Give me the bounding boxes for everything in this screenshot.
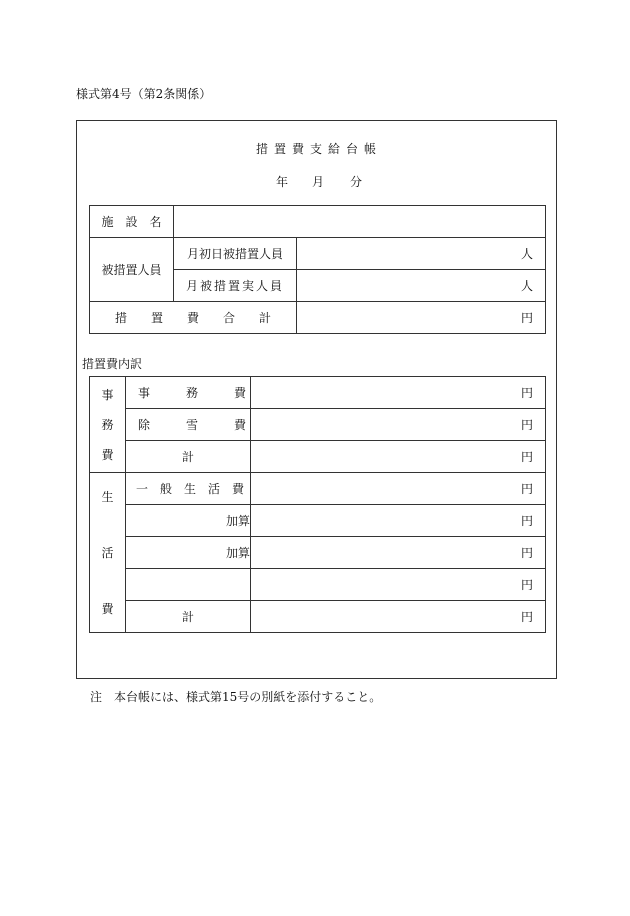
total-cost-label: 措 置 費 合 計 xyxy=(90,302,297,334)
general-living-label: 一 般 生 活 費 xyxy=(126,473,251,505)
unit-yen: 円 xyxy=(520,546,533,560)
unit-yen: 円 xyxy=(520,578,533,592)
blank-item-field[interactable] xyxy=(251,569,546,601)
living-cost-char: 活 xyxy=(101,545,114,560)
total-cost-field[interactable] xyxy=(297,302,546,334)
office-expense-field[interactable] xyxy=(251,377,546,409)
addition-label: 加算 xyxy=(126,537,251,569)
living-subtotal-field[interactable] xyxy=(251,601,546,633)
actual-persons-field[interactable] xyxy=(297,270,546,302)
addition-label: 加算 xyxy=(126,505,251,537)
form-number: 様式第4号（第2条関係） xyxy=(76,87,212,101)
ledger-title: 措置費支給台帳 xyxy=(256,142,383,156)
living-cost-char: 生 xyxy=(101,489,114,504)
footnote: 注 本台帳には、様式第15号の別紙を添付すること。 xyxy=(90,690,382,704)
period-year: 年 xyxy=(276,175,289,189)
office-subtotal-label: 計 xyxy=(126,441,251,473)
first-day-persons-label: 月初日被措置人員 xyxy=(174,238,297,270)
snow-removal-label: 除 雪 費 xyxy=(126,409,251,441)
office-cost-char: 費 xyxy=(101,447,114,462)
living-cost-char: 費 xyxy=(101,601,114,616)
breakdown-heading: 措置費内訳 xyxy=(82,357,143,371)
unit-persons: 人 xyxy=(520,279,533,293)
summary-table xyxy=(89,205,546,334)
addition-field[interactable] xyxy=(251,537,546,569)
general-living-field[interactable] xyxy=(251,473,546,505)
office-subtotal-field[interactable] xyxy=(251,441,546,473)
unit-persons: 人 xyxy=(520,247,533,261)
unit-yen: 円 xyxy=(520,482,533,496)
living-cost-group-label xyxy=(90,473,126,633)
period-part: 分 xyxy=(350,175,363,189)
unit-yen: 円 xyxy=(520,450,533,464)
facility-name-label: 施 設 名 xyxy=(90,206,174,238)
persons-label: 被措置人員 xyxy=(90,238,174,302)
unit-yen: 円 xyxy=(520,418,533,432)
unit-yen: 円 xyxy=(520,610,533,624)
addition-field[interactable] xyxy=(251,505,546,537)
unit-yen: 円 xyxy=(520,386,533,400)
blank-item-label[interactable] xyxy=(126,569,251,601)
actual-persons-label: 月被措置実人員 xyxy=(174,270,297,302)
facility-name-field[interactable] xyxy=(174,206,546,238)
first-day-persons-field[interactable] xyxy=(297,238,546,270)
office-cost-char: 務 xyxy=(101,417,114,432)
office-cost-group-label xyxy=(90,377,126,473)
breakdown-table xyxy=(89,376,546,633)
unit-yen: 円 xyxy=(520,514,533,528)
unit-yen: 円 xyxy=(520,311,533,325)
office-expense-label: 事 務 費 xyxy=(126,377,251,409)
snow-removal-field[interactable] xyxy=(251,409,546,441)
office-cost-char: 事 xyxy=(101,387,114,402)
living-subtotal-label: 計 xyxy=(126,601,251,633)
period-month: 月 xyxy=(312,175,325,189)
